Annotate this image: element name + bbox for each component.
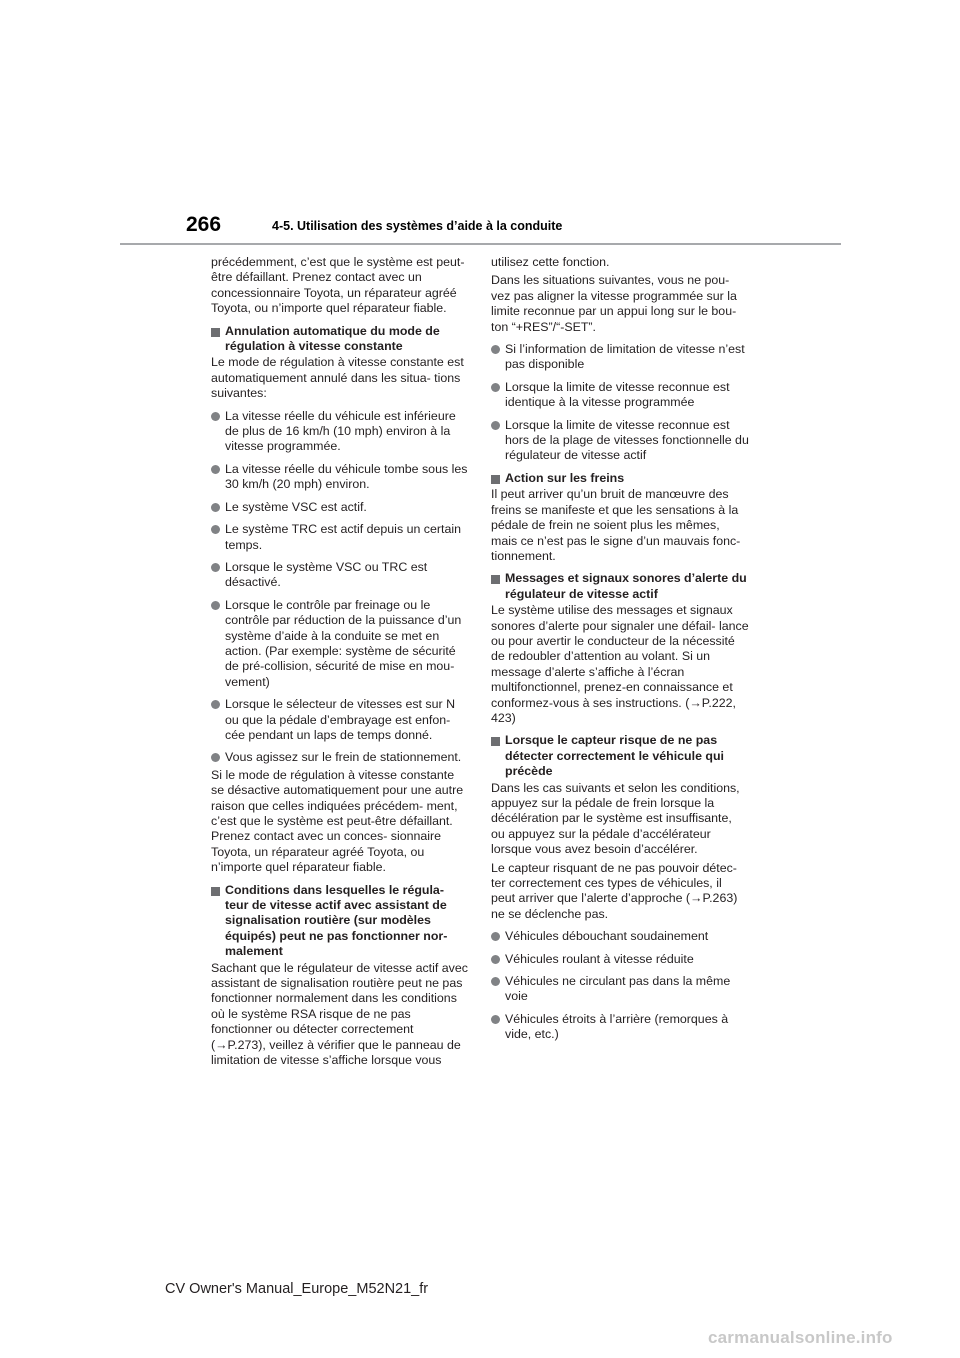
list-item (491, 974, 749, 1005)
paragraph: Dans les cas suivants et selon les conditions, appuyez sur la pédale de frein lorsque la décélération par le système est insuffisante, ou appuyez sur la pédale d’accélérateur lorsque vous avez besoin d’accélérer. (491, 780, 740, 857)
circle-bullet-icon (211, 700, 220, 709)
list-item (211, 462, 469, 493)
manual-name-footer: CV Owner's Manual_Europe_M52N21_fr (165, 1281, 429, 1297)
list-item-text: La vitesse réelle du véhicule tombe sous les 30 km/h (20 mph) environ. (225, 461, 468, 492)
circle-bullet-icon (211, 753, 220, 762)
list-item (211, 560, 469, 591)
heading-text: Action sur les freins (505, 470, 625, 485)
list-item-text: Lorsque la limite de vitesse reconnue est hors de la plage de vitesses fonctionnelle du régulateur de vitesse actif (505, 417, 749, 463)
circle-bullet-icon (491, 345, 500, 354)
circle-bullet-icon (491, 977, 500, 986)
section-title: 4-5. Utilisation des systèmes d’aide à la conduite (272, 219, 563, 233)
list-item-text: Le système VSC est actif. (225, 499, 367, 514)
list-item (211, 750, 469, 765)
heading-text: Lorsque le capteur risque de ne pas détecter correctement le véhicule qui précède (505, 733, 724, 779)
heading-text: Conditions dans lesquelles le régula- teur de vitesse actif avec assistant de signalisation routière (sur modèles équipés) peut ne pas fonctionner nor- malement (225, 882, 448, 959)
list-item-text: Lorsque le système VSC ou TRC est désactivé. (225, 559, 428, 590)
list-item-text: Lorsque le sélecteur de vitesses est sur N ou que la pédale d’embrayage est enfon- cée pendant un laps de temps donné. (225, 697, 456, 742)
square-bullet-icon (211, 328, 220, 337)
square-bullet-icon (211, 887, 220, 896)
list-item-text: Véhicules roulant à vitesse réduite (505, 951, 694, 966)
list-item (211, 500, 469, 515)
subsection-heading (491, 571, 749, 602)
square-bullet-icon (491, 475, 500, 484)
list-item (211, 409, 469, 455)
circle-bullet-icon (211, 503, 220, 512)
subsection-heading (491, 471, 749, 486)
list-item (211, 697, 469, 743)
left-column (211, 255, 469, 1076)
circle-bullet-icon (211, 601, 220, 610)
circle-bullet-icon (211, 465, 220, 474)
circle-bullet-icon (491, 383, 500, 392)
list-item (491, 342, 749, 373)
list-item (211, 598, 469, 690)
list-item-text: Le système TRC est actif depuis un certain temps. (225, 522, 461, 552)
paragraph: Le capteur risquant de ne pas pouvoir détec- ter correctement ces types de véhicules, il peut arriver que l’alerte d’approche (→P.263) ne se déclenche pas. (491, 860, 738, 921)
list-item-text: La vitesse réelle du véhicule est inférieure de plus de 16 km/h (10 mph) environ à la vitesse programmée. (225, 408, 456, 454)
paragraph: utilisez cette fonction. (491, 255, 610, 269)
list-item-text: Véhicules étroits à l’arrière (remorques à vide, etc.) (505, 1011, 729, 1042)
list-item (491, 1012, 749, 1043)
list-item-text: Si l’information de limitation de vitesse n’est pas disponible (505, 342, 745, 372)
list-item (491, 380, 749, 411)
paragraph: Le système utilise des messages et signaux sonores d’alerte pour signaler une défail- lance ou pour avertir le conducteur de la nécessité de redoubler d’attention au volant. Si un message d’alerte s’affiche à l’écran multifonctionnel, prenez-en connaissance et conformez-vous à ses instructions. (→P.222, 423) (491, 603, 749, 725)
list-item-text: Vous agissez sur le frein de stationnement. (225, 750, 462, 765)
square-bullet-icon (491, 737, 500, 746)
list-item (211, 522, 469, 553)
square-bullet-icon (491, 575, 500, 584)
subsection-heading (491, 733, 749, 779)
watermark-link[interactable]: carmanualsonline.info (708, 1328, 893, 1347)
circle-bullet-icon (491, 932, 500, 941)
list-item-text: Véhicules débouchant soudainement (505, 929, 709, 944)
circle-bullet-icon (491, 421, 500, 430)
list-item-text: Lorsque la limite de vitesse reconnue est identique à la vitesse programmée (505, 379, 730, 410)
heading-text: Annulation automatique du mode de régulation à vitesse constante (225, 323, 440, 354)
subsection-heading (211, 324, 469, 355)
circle-bullet-icon (211, 412, 220, 421)
list-item (491, 418, 749, 464)
right-column (491, 255, 749, 1050)
heading-text: Messages et signaux sonores d’alerte du régulateur de vitesse actif (505, 571, 747, 601)
paragraph: Il peut arriver qu’un bruit de manœuvre des freins se manifeste et que les sensations à la pédale de frein ne soient plus les mêmes, mais ce n’est pas le signe d’un mauvais fonc- tionnement. (491, 487, 741, 563)
header-divider (120, 243, 841, 245)
paragraph: Sachant que le régulateur de vitesse actif avec assistant de signalisation routière peut ne pas fonctionner normalement dans les conditions où le système RSA risque de ne pas fonctionner ou détecter correctement (→P.273), veillez à vérifier que le panneau de limitation de vitesse s’affiche lorsque vous (211, 960, 468, 1068)
list-item (491, 929, 749, 944)
paragraph: précédemment, c’est que le système est peut-être défaillant. Prenez contact avec un concessionnaire Toyota, un réparateur agréé Toyota, ou n’importe quel réparateur fiable. (211, 255, 465, 316)
list-item-text: Lorsque le contrôle par freinage ou le contrôle par réduction de la puissance d’un système d’aide à la conduite se met en action. (Par exemple: système de sécurité de pré-collision, sécurité de mise en mou- vement) (225, 597, 462, 689)
circle-bullet-icon (491, 1015, 500, 1024)
paragraph: Dans les situations suivantes, vous ne pou- vez pas aligner la vitesse programmée sur la limite reconnue par un appui long sur le bou- ton “+RES”/“-SET”. (491, 273, 737, 334)
circle-bullet-icon (491, 955, 500, 964)
paragraph: Si le mode de régulation à vitesse constante se désactive automatiquement pour une autre raison que celles indiquées précédem- ment, c’est que le système est peut-être défaillant. Prenez contact avec un conces- sionnaire Toyota, un réparateur agréé Toyota, ou n’importe quel réparateur fiable. (211, 767, 464, 875)
circle-bullet-icon (211, 563, 220, 572)
circle-bullet-icon (211, 525, 220, 534)
subsection-heading (211, 883, 469, 960)
page-number: 266 (186, 213, 222, 236)
list-item-text: Véhicules ne circulant pas dans la même voie (505, 974, 731, 1004)
list-item (491, 952, 749, 967)
paragraph: Le mode de régulation à vitesse constante est automatiquement annulé dans les situa- tions suivantes: (211, 355, 464, 401)
